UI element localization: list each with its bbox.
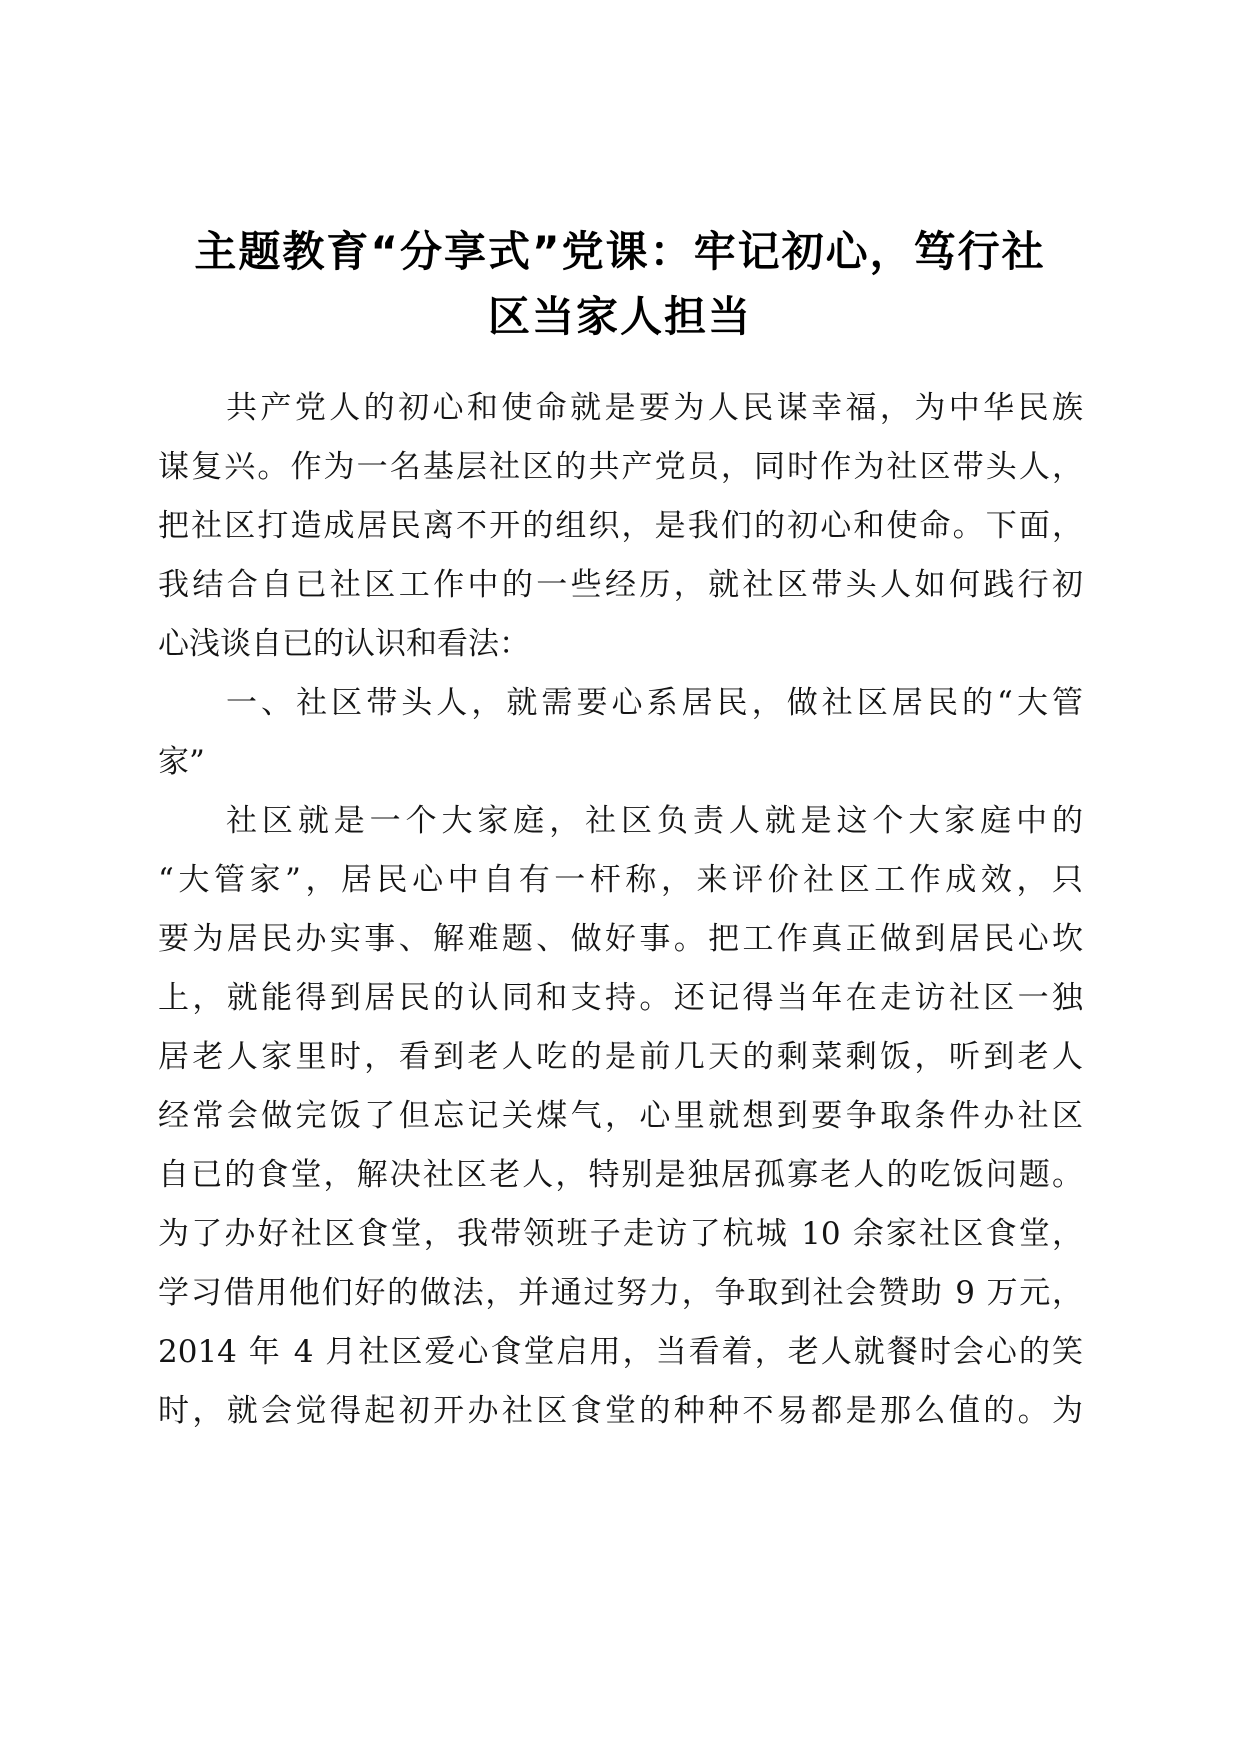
document-title-line-2: 区当家人担当 <box>487 292 752 341</box>
section-heading-line: 一、社区带头人，就需要心系居民，做社区居民的“大管 <box>226 685 1083 721</box>
paragraph-line: 谋复兴。作为一名基层社区的共产党员，同时作为社区带头人， <box>158 449 1083 485</box>
paragraph-line: 2014 年 4 月社区爱心食堂启用，当看着，老人就餐时会心的笑 <box>158 1334 1083 1370</box>
paragraph-line: 要为居民办实事、解难题、做好事。把工作真正做到居民心坎 <box>158 921 1083 957</box>
paragraph-line: 我结合自已社区工作中的一些经历，就社区带头人如何践行初 <box>158 567 1083 603</box>
paragraph-line: 把社区打造成居民离不开的组织，是我们的初心和使命。下面， <box>158 508 1083 544</box>
paragraph-line: “大管家”，居民心中自有一杆称，来评价社区工作成效，只 <box>158 862 1083 898</box>
paragraph-line: 上，就能得到居民的认同和支持。还记得当年在走访社区一独 <box>158 980 1083 1016</box>
paragraph-line: 社区就是一个大家庭，社区负责人就是这个大家庭中的 <box>226 803 1083 839</box>
paragraph-line: 居老人家里时，看到老人吃的是前几天的剩菜剩饭，听到老人 <box>158 1039 1083 1075</box>
section-heading-line: 家” <box>158 744 205 780</box>
paragraph-line: 自已的食堂，解决社区老人，特别是独居孤寡老人的吃饭问题。 <box>158 1157 1083 1193</box>
paragraph-line: 经常会做完饭了但忘记关煤气，心里就想到要争取条件办社区 <box>158 1098 1083 1134</box>
paragraph-line: 时，就会觉得起初开办社区食堂的种种不易都是那么值的。为 <box>158 1393 1083 1429</box>
paragraph-line: 心浅谈自已的认识和看法： <box>158 626 530 662</box>
paragraph-line: 共产党人的初心和使命就是要为人民谋幸福，为中华民族 <box>226 390 1083 426</box>
paragraph-line: 学习借用他们好的做法，并通过努力，争取到社会赞助 9 万元， <box>158 1275 1083 1311</box>
document-title-line-1: 主题教育“分享式”党课：牢记初心，笃行社 <box>194 227 1046 276</box>
paragraph-line: 为了办好社区食堂，我带领班子走访了杭城 10 余家社区食堂， <box>158 1216 1083 1252</box>
